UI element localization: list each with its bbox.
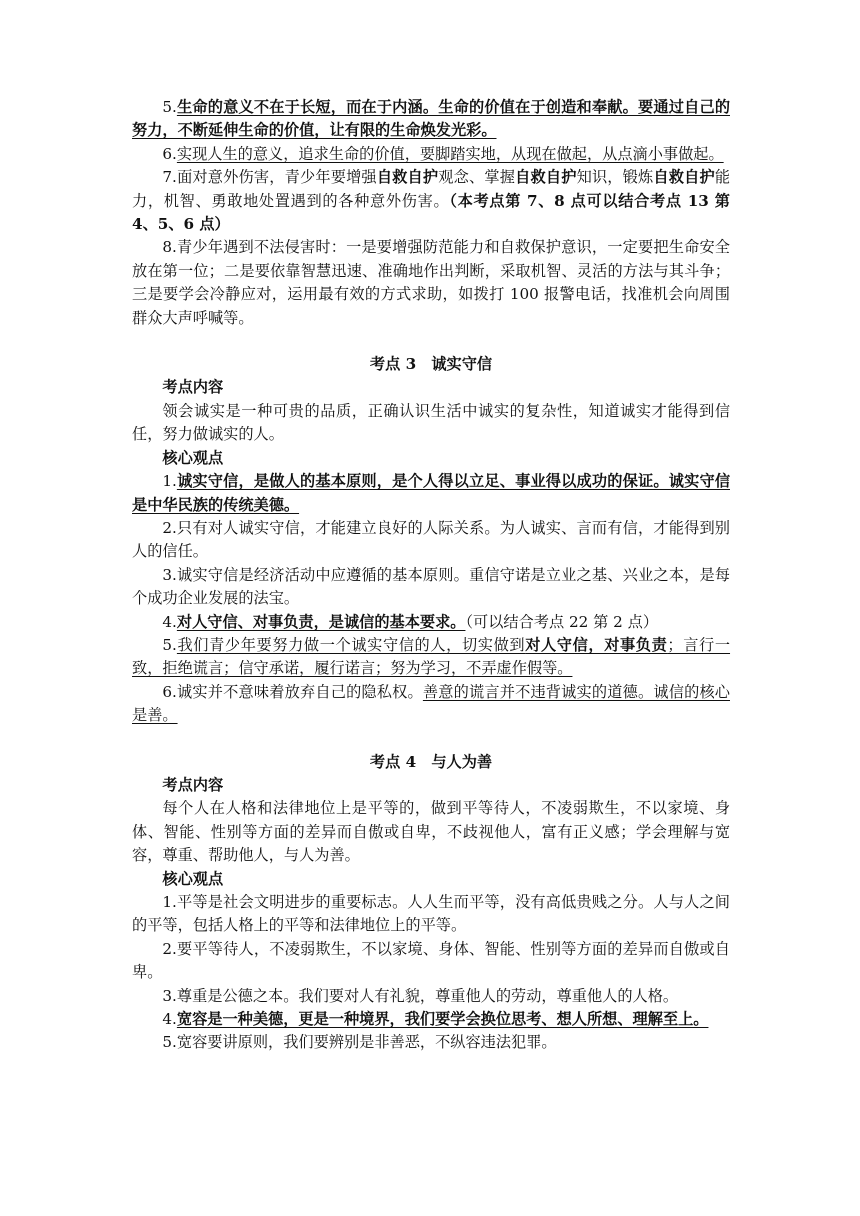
s4-point-2: 2.要平等待人，不凌弱欺生，不以家境、身体、智能、性别等方面的差异而自傲或自卑。 xyxy=(132,939,730,982)
s4-point-4: 4.宽容是一种美德，更是一种境界，我们要学会换位思考、想人所想、理解至上。 xyxy=(162,1010,709,1029)
s3-point-4-note: （可以结合考点 22 第 2 点） xyxy=(465,612,659,631)
s2-point-8: 8.青少年遇到不法侵害时：一是要增强防范能力和自救保护意识，一定要把生命安全放在第一位；二是要依靠智慧迅速、准确地作出判断，采取机智、灵活的方法与其斗争；三是要学会冷静应对，运用最有效的方式求助，如拨打 100 报警电话，找准机会向周围群众大声呼喊等。 xyxy=(132,238,730,327)
s2-point-7: 7.面对意外伤害，青少年要增强自救自护观念、掌握自救自护知识，锻炼自救自护能力，机智、勇敢地处置遇到的各种意外伤害。（本考点第 7、8 点可以结合考点 13 第 4、5、6 点） xyxy=(132,168,731,234)
section-4-core-label: 核心观点 xyxy=(162,869,224,888)
section-3-content-label: 考点内容 xyxy=(162,378,224,397)
s3-point-3: 3.诚实守信是经济活动中应遵循的基本原则。重信守诺是立业之基、兴业之本，是每个成功企业发展的法宝。 xyxy=(132,565,730,608)
section-3-title: 考点 3 诚实守信 xyxy=(369,355,493,374)
s2-point-6-underlined: 实现人生的意义，追求生命的价值，要脚踏实地，从现在做起，从点滴小事做起。 xyxy=(176,144,724,163)
s4-point-3: 3.尊重是公德之本。我们要对人有礼貌，尊重他人的劳动，尊重他人的人格。 xyxy=(162,986,679,1005)
section-3-content: 领会诚实是一种可贵的品质，正确认识生活中诚实的复杂性，知道诚实才能得到信任，努力做诚实的人。 xyxy=(132,401,730,444)
s2-point-5: 5.生命的意义不在于长短，而在于内涵。生命的价值在于创造和奉献。要通过自己的努力，不断延伸生命的价值，让有限的生命焕发光彩。 xyxy=(132,98,730,140)
s2-point-5-underlined: 生命的意义不在于长短，而在于内涵。生命的价值在于创造和奉献。要通过自己的努力，不断延伸生命的价值，让有限的生命焕发光彩。 xyxy=(132,98,730,140)
s3-point-5: 5.我们青少年要努力做一个诚实守信的人，切实做到对人守信，对事负责；言行一致，拒绝谎言；信守承诺，履行诺言；努为学习，不弄虚作假等。 xyxy=(132,635,731,678)
s3-point-2: 2.只有对人诚实守信，才能建立良好的人际关系。为人诚实、言而有信，才能得到别人的信任。 xyxy=(132,518,730,561)
s2-point-6: 6.实现人生的意义，追求生命的价值，要脚踏实地，从现在做起，从点滴小事做起。 xyxy=(162,144,724,163)
s4-point-1: 1.平等是社会文明进步的重要标志。人人生而平等，没有高低贵贱之分。人与人之间的平等，包括人格上的平等和法律地位上的平等。 xyxy=(132,893,730,935)
section-4-content: 每个人在人格和法律地位上是平等的，做到平等待人，不凌弱欺生，不以家境、身体、智能、性别等方面的差异而自傲或自卑，不歧视他人，富有正义感；学会理解与宽容，尊重、帮助他人，与人为善。 xyxy=(132,799,730,865)
s2-point-7-note: （本考点第 7、8 点可以结合考点 13 第 4、5、6 点） xyxy=(132,191,730,234)
s3-point-1: 1.诚实守信，是做人的基本原则，是个人得以立足、事业得以成功的保证。诚实守信是中华民族的传统美德。 xyxy=(132,472,730,514)
s3-point-6: 6.诚实并不意味着放弃自己的隐私权。善意的谎言并不违背诚实的道德。诚信的核心是善。 xyxy=(132,682,730,725)
section-4-content-label: 考点内容 xyxy=(162,775,224,794)
s4-point-5: 5.宽容要讲原则，我们要辨别是非善恶，不纵容违法犯罪。 xyxy=(162,1033,557,1052)
section-3-core-label: 核心观点 xyxy=(162,448,224,467)
document-page xyxy=(132,96,730,1055)
s3-point-4: 4.对人守信、对事负责，是诚信的基本要求。（可以结合考点 22 第 2 点） xyxy=(162,612,659,631)
section-4-title: 考点 4 与人为善 xyxy=(369,752,493,771)
